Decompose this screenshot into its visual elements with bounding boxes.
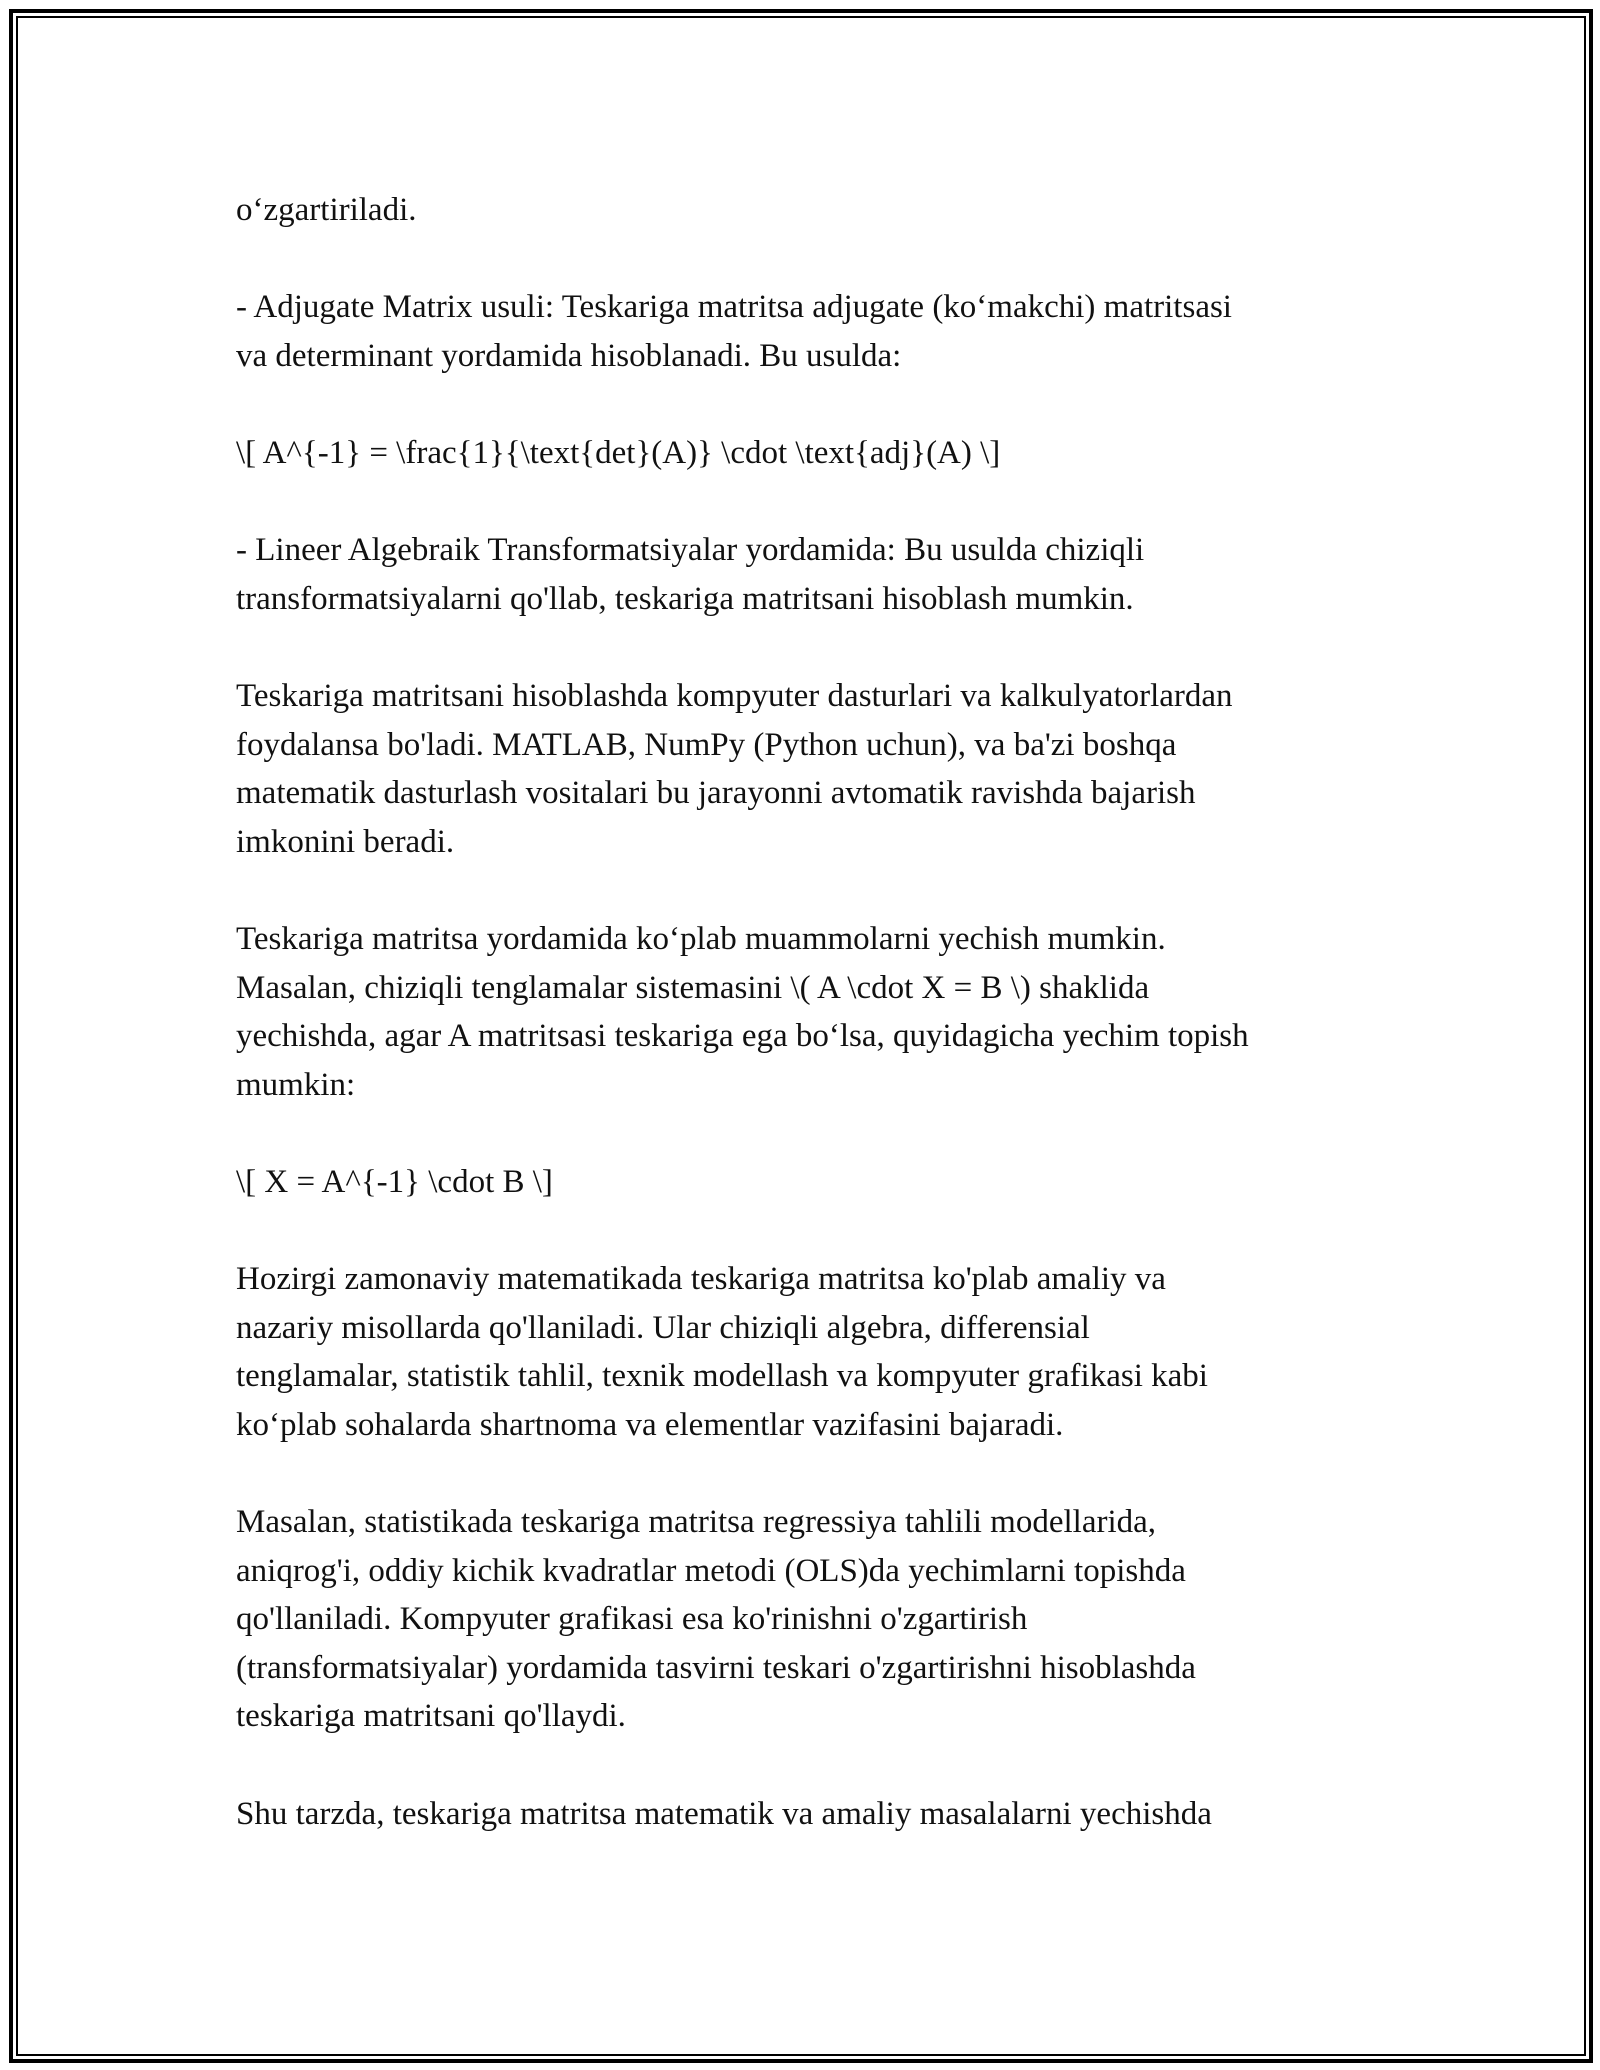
paragraph-linear-systems: Teskariga matritsa yordamida ko‘plab muammolarni yechish mumkin. Masalan, chiziqli tenglamalar sistemasini \( A \cdot X = B \) shaklida yechishda, agar A matritsasi teskariga ega bo‘lsa, quyidagicha yechim topish mumkin: bbox=[236, 920, 1249, 1103]
paragraph-statistics-graphics: Masalan, statistikada teskariga matritsa regressiya tahlili modellarida, aniqrog'i, oddiy kichik kvadratlar metodi (OLS)da yechimlarni topishda qo'llaniladi. Kompyuter grafikasi esa ko'rinishni o'zgartirish (transformatsiyalar) yordamida tasvirni teskari o'zgartirishni hisoblashda teskariga matritsani qo'llaydi. bbox=[236, 1504, 1196, 1735]
formula-solution: \[ X = A^{-1} \cdot B \] bbox=[236, 1163, 553, 1200]
document-body bbox=[236, 186, 1386, 1838]
formula-inverse-adjugate: \[ A^{-1} = \frac{1}{\text{det}(A)} \cdot \text{adj}(A) \] bbox=[236, 434, 1001, 471]
paragraph-conclusion: Shu tarzda, teskariga matritsa matematik va amaliy masalalarni yechishda bbox=[236, 1795, 1212, 1832]
paragraph-software-tools: Teskariga matritsani hisoblashda kompyuter dasturlari va kalkulyatorlardan foydalansa bo'ladi. MATLAB, NumPy (Python uchun), va ba'zi boshqa matematik dasturlash vositalari bu jarayonni avtomatik ravishda bajarish imkonini beradi. bbox=[236, 677, 1233, 860]
paragraph-adjugate-method: - Adjugate Matrix usuli: Teskariga matritsa adjugate (ko‘makchi) matritsasi va determinant yordamida hisoblanadi. Bu usulda: bbox=[236, 289, 1232, 374]
paragraph-linear-transform-method: - Lineer Algebraik Transformatsiyalar yordamida: Bu usulda chiziqli transformatsiyalarni qo'llab, teskariga matritsani hisoblash mumkin. bbox=[236, 532, 1145, 617]
paragraph-modern-applications: Hozirgi zamonaviy matematikada teskariga matritsa ko'plab amaliy va nazariy misollarda qo'llaniladi. Ular chiziqli algebra, differensial tenglamalar, statistik tahlil, texnik modellash va kompyuter grafikasi kabi ko‘plab sohalarda shartnoma va elementlar vazifasini bajaradi. bbox=[236, 1261, 1208, 1443]
paragraph-continuation: o‘zgartiriladi. bbox=[236, 192, 417, 228]
